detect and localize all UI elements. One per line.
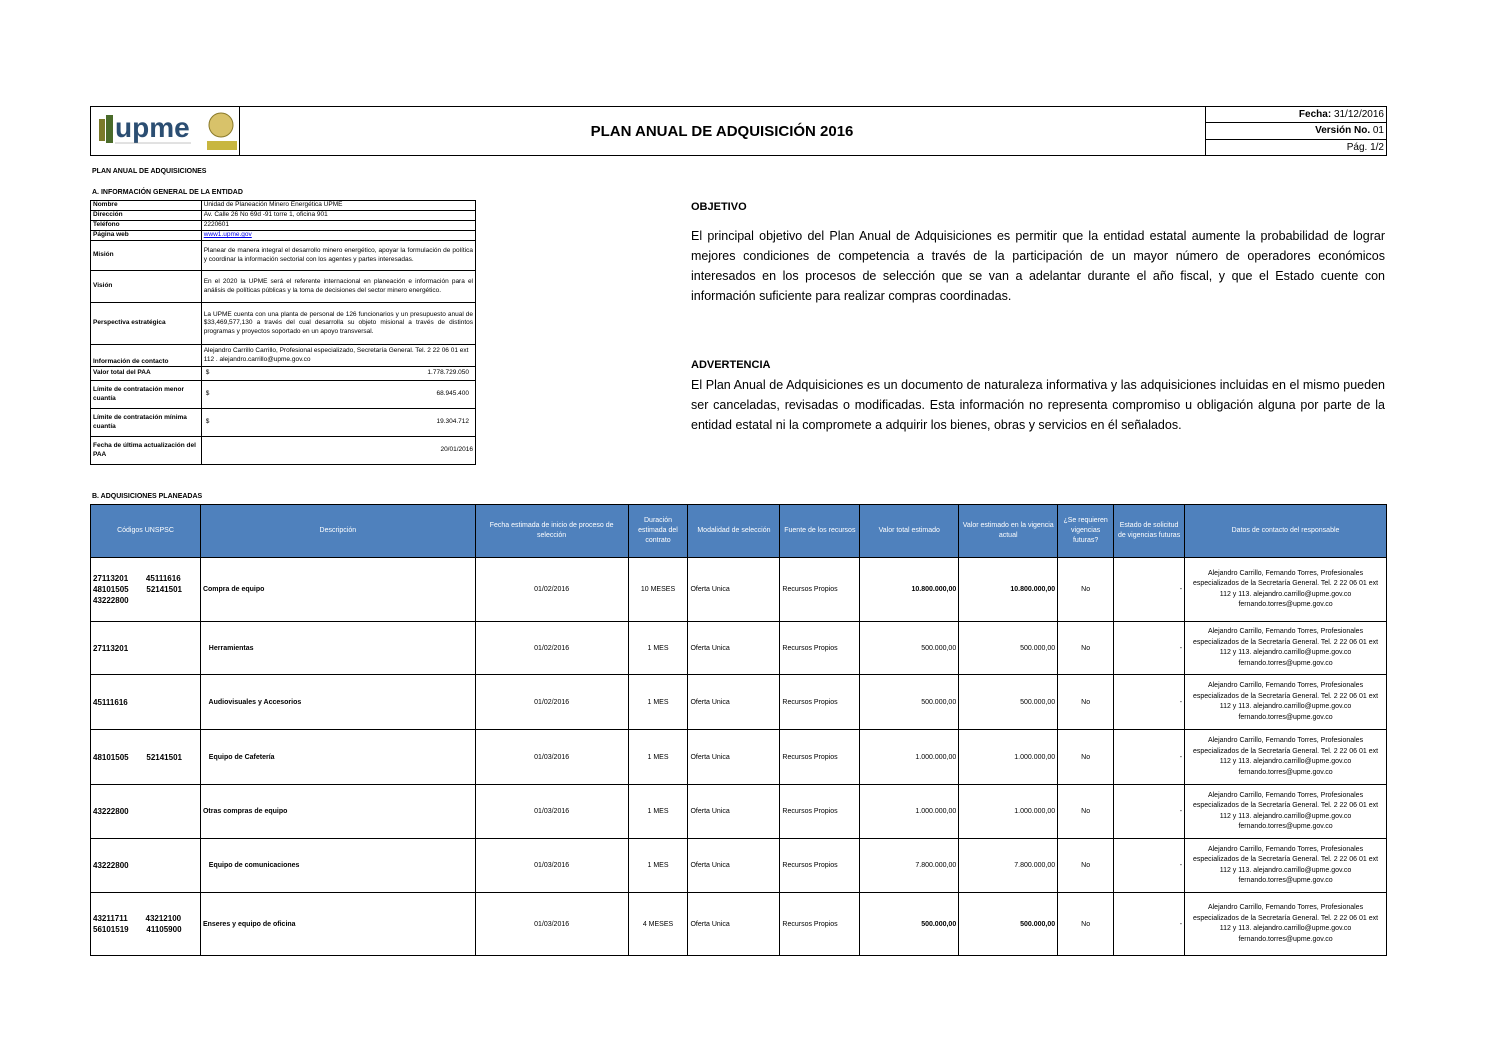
total-value: 1.000.000,00 bbox=[860, 785, 959, 839]
page-number: Pág. 1/2 bbox=[1346, 141, 1384, 153]
table-row bbox=[91, 558, 1387, 622]
description: Otras compras de equipo bbox=[200, 785, 475, 839]
contact-info: Alejandro Carrillo, Fernando Torres, Profesionales especializados de la Secretaría General. Tel. 2 22 06 01 ext 112 y 113. alejandro.carrillo@upme.gov.co fernando.torres@upme.gov.co bbox=[1185, 622, 1387, 675]
info-amount bbox=[201, 381, 475, 409]
selection-mode: Oferta Unica bbox=[688, 893, 780, 956]
amount-value: 19.304.712 bbox=[436, 418, 469, 426]
total-value: 1.000.000,00 bbox=[860, 730, 959, 785]
section-title: PLAN ANUAL DE ADQUISICIONES bbox=[92, 168, 207, 175]
info-row bbox=[91, 241, 476, 271]
duration: 4 MESES bbox=[628, 893, 688, 956]
start-date: 01/02/2016 bbox=[475, 558, 628, 622]
logo-area bbox=[91, 107, 240, 155]
duration: 1 MES bbox=[628, 785, 688, 839]
future-required: No bbox=[1058, 893, 1114, 956]
current-value: 10.800.000,00 bbox=[959, 558, 1058, 622]
selection-mode: Oferta Unica bbox=[688, 558, 780, 622]
current-value: 1.000.000,00 bbox=[959, 785, 1058, 839]
logo-text: upme bbox=[115, 112, 190, 143]
info-row bbox=[91, 409, 476, 437]
info-row bbox=[91, 271, 476, 303]
info-key: Visión bbox=[91, 271, 202, 303]
funding-source: Recursos Propios bbox=[780, 893, 860, 956]
amount-value: 68.945.400 bbox=[436, 390, 469, 398]
info-key: Límite de contratación mínima cuantía bbox=[91, 409, 202, 437]
future-required: No bbox=[1058, 622, 1114, 675]
advertencia-text: El Plan Anual de Adquisiciones es un documento de naturaleza informativa y las adquisiciones incluidas en el mismo pueden ser canceladas, revisadas o modificadas. Esta información no representa compromiso u obligación alguna por parte de la entidad estatal ni la compromete a adquirir los bienes, obras y servicios en él señalados. bbox=[691, 378, 1385, 432]
document-title: PLAN ANUAL DE ADQUISICIÓN 2016 bbox=[239, 107, 1206, 155]
info-row bbox=[91, 367, 476, 381]
future-status: - bbox=[1114, 622, 1185, 675]
document-header bbox=[90, 106, 1387, 156]
section-b-title: B. ADQUISICIONES PLANEADAS bbox=[92, 493, 203, 500]
currency-symbol: $ bbox=[205, 369, 210, 377]
document-meta bbox=[1205, 107, 1386, 155]
unspsc-codes: 48101505 52141501 bbox=[91, 730, 201, 785]
current-value: 500.000,00 bbox=[959, 675, 1058, 730]
future-required: No bbox=[1058, 558, 1114, 622]
fecha-label: Fecha: bbox=[1298, 109, 1332, 120]
start-date: 01/03/2016 bbox=[475, 730, 628, 785]
contact-info: Alejandro Carrillo, Fernando Torres, Profesionales especializados de la Secretaría General. Tel. 2 22 06 01 ext 112 y 113. alejandro.carrillo@upme.gov.co fernando.torres@upme.gov.co bbox=[1185, 558, 1387, 622]
info-key: Misión bbox=[91, 241, 202, 271]
future-required: No bbox=[1058, 730, 1114, 785]
table-row bbox=[91, 893, 1387, 956]
currency-symbol: $ bbox=[205, 418, 210, 426]
unspsc-codes: 27113201 45111616 48101505 52141501 43222800 bbox=[91, 558, 201, 622]
table-row bbox=[91, 839, 1387, 893]
info-key: Dirección bbox=[91, 211, 202, 221]
info-row bbox=[91, 437, 476, 465]
future-status: - bbox=[1114, 558, 1185, 622]
column-header: Duración estimada del contrato bbox=[628, 505, 688, 558]
info-value: 2220601 bbox=[201, 221, 475, 231]
duration: 1 MES bbox=[628, 730, 688, 785]
info-key: Fecha de última actualización del PAA bbox=[91, 437, 202, 465]
column-header: Valor total estimado bbox=[860, 505, 959, 558]
start-date: 01/03/2016 bbox=[475, 785, 628, 839]
unspsc-codes: 43222800 bbox=[91, 839, 201, 893]
total-value: 500.000,00 bbox=[860, 675, 959, 730]
current-value: 1.000.000,00 bbox=[959, 730, 1058, 785]
column-header: Descripción bbox=[200, 505, 475, 558]
contact-info: Alejandro Carrillo, Fernando Torres, Profesionales especializados de la Secretaría General. Tel. 2 22 06 01 ext 112 y 113. alejandro.carrillo@upme.gov.co fernando.torres@upme.gov.co bbox=[1185, 893, 1387, 956]
future-status: - bbox=[1114, 785, 1185, 839]
description: Equipo de Cafetería bbox=[200, 730, 475, 785]
total-value: 10.800.000,00 bbox=[860, 558, 959, 622]
version-value: 01 bbox=[1372, 125, 1384, 137]
start-date: 01/02/2016 bbox=[475, 622, 628, 675]
table-row bbox=[91, 785, 1387, 839]
column-header: Fecha estimada de inicio de proceso de selección bbox=[475, 505, 628, 558]
contact-info: Alejandro Carrillo, Fernando Torres, Profesionales especializados de la Secretaría General. Tel. 2 22 06 01 ext 112 y 113. alejandro.carrillo@upme.gov.co fernando.torres@upme.gov.co bbox=[1185, 730, 1387, 785]
contact-info: Alejandro Carrillo, Fernando Torres, Profesionales especializados de la Secretaría General. Tel. 2 22 06 01 ext 112 y 113. alejandro.carrillo@upme.gov.co fernando.torres@upme.gov.co bbox=[1185, 839, 1387, 893]
info-row bbox=[91, 303, 476, 345]
info-row bbox=[91, 211, 476, 221]
column-header: ¿Se requieren vigencias futuras? bbox=[1058, 505, 1114, 558]
total-value: 500.000,00 bbox=[860, 893, 959, 956]
info-value: Av. Calle 26 No 69d -91 torre 1, oficina 901 bbox=[201, 211, 475, 221]
unspsc-codes: 43211711 43212100 56101519 41105900 bbox=[91, 893, 201, 956]
info-row bbox=[91, 345, 476, 367]
column-header: Fuente de los recursos bbox=[780, 505, 860, 558]
current-value: 500.000,00 bbox=[959, 622, 1058, 675]
contact-info: Alejandro Carrillo, Fernando Torres, Profesionales especializados de la Secretaría General. Tel. 2 22 06 01 ext 112 y 113. alejandro.carrillo@upme.gov.co fernando.torres@upme.gov.co bbox=[1185, 785, 1387, 839]
future-status: - bbox=[1114, 839, 1185, 893]
future-required: No bbox=[1058, 785, 1114, 839]
column-header: Datos de contacto del responsable bbox=[1185, 505, 1387, 558]
current-value: 500.000,00 bbox=[959, 893, 1058, 956]
info-value: Planear de manera integral el desarrollo minero energético, apoyar la formulación de política y coordinar la información sectorial con los agentes y partes interesadas. bbox=[201, 241, 475, 271]
version-row bbox=[1205, 123, 1386, 139]
selection-mode: Oferta Unica bbox=[688, 622, 780, 675]
selection-mode: Oferta Unica bbox=[688, 785, 780, 839]
start-date: 01/03/2016 bbox=[475, 893, 628, 956]
table-row bbox=[91, 675, 1387, 730]
duration: 1 MES bbox=[628, 839, 688, 893]
funding-source: Recursos Propios bbox=[780, 785, 860, 839]
info-value: Unidad de Planeación Minero Energética UPME bbox=[201, 201, 475, 211]
info-value: 20/01/2016 bbox=[201, 437, 475, 465]
selection-mode: Oferta Unica bbox=[688, 839, 780, 893]
column-header: Valor estimado en la vigencia actual bbox=[959, 505, 1058, 558]
table-row bbox=[91, 730, 1387, 785]
duration: 1 MES bbox=[628, 622, 688, 675]
info-key: Información de contacto bbox=[91, 345, 202, 367]
duration: 1 MES bbox=[628, 675, 688, 730]
future-status: - bbox=[1114, 730, 1185, 785]
duration: 10 MESES bbox=[628, 558, 688, 622]
info-key: Nombre bbox=[91, 201, 202, 211]
info-amount bbox=[201, 367, 475, 381]
total-value: 500.000,00 bbox=[860, 622, 959, 675]
info-row bbox=[91, 221, 476, 231]
future-required: No bbox=[1058, 675, 1114, 730]
info-value: Alejandro Carrillo Carrillo, Profesional especializado, Secretaría General. Tel. 2 22 06 01 ext 112 . alejandro.carrillo@upme.gov.co bbox=[201, 345, 475, 367]
funding-source: Recursos Propios bbox=[780, 558, 860, 622]
fecha-row bbox=[1205, 107, 1386, 123]
website-link[interactable]: www1.upme.gov bbox=[201, 231, 475, 241]
description: Audiovisuales y Accesorios bbox=[200, 675, 475, 730]
unspsc-codes: 43222800 bbox=[91, 785, 201, 839]
current-value: 7.800.000,00 bbox=[959, 839, 1058, 893]
funding-source: Recursos Propios bbox=[780, 675, 860, 730]
unspsc-codes: 27113201 bbox=[91, 622, 201, 675]
info-row bbox=[91, 231, 476, 241]
objetivo-title: OBJETIVO bbox=[691, 201, 747, 213]
info-row bbox=[91, 201, 476, 211]
funding-source: Recursos Propios bbox=[780, 839, 860, 893]
info-key: Perspectiva estratégica bbox=[91, 303, 202, 345]
table-header-row bbox=[91, 505, 1387, 558]
selection-mode: Oferta Unica bbox=[688, 730, 780, 785]
unspsc-codes: 45111616 bbox=[91, 675, 201, 730]
description: Equipo de comunicaciones bbox=[200, 839, 475, 893]
future-required: No bbox=[1058, 839, 1114, 893]
start-date: 01/03/2016 bbox=[475, 839, 628, 893]
info-key: Valor total del PAA bbox=[91, 367, 202, 381]
objetivo-text: El principal objetivo del Plan Anual de Adquisiciones es permitir que la entidad estatal aumente la probabilidad de lograr mejores condiciones de competencia a través de la participación de un mayor número de operadores económicos interesados en los procesos de selección que se van a adelantar durante el año fiscal, y que el Estado cuente con información suficiente para realizar compras coordinadas. bbox=[691, 229, 1385, 303]
currency-symbol: $ bbox=[205, 390, 210, 398]
info-value: La UPME cuenta con una planta de personal de 126 funcionarios y un presupuesto anual de $33,469,577,130 a través del cual desarrolla su objeto misional a través de distintos programas y proyectos soportado en un apoyo transversal. bbox=[201, 303, 475, 345]
upme-logo bbox=[91, 107, 239, 155]
amount-value: 1.778.729.050 bbox=[427, 369, 469, 377]
entity-info-table bbox=[90, 200, 476, 465]
contact-info: Alejandro Carrillo, Fernando Torres, Profesionales especializados de la Secretaría General. Tel. 2 22 06 01 ext 112 y 113. alejandro.carrillo@upme.gov.co fernando.torres@upme.gov.co bbox=[1185, 675, 1387, 730]
fecha-value: 31/12/2016 bbox=[1333, 109, 1384, 120]
start-date: 01/02/2016 bbox=[475, 675, 628, 730]
description: Herramientas bbox=[200, 622, 475, 675]
funding-source: Recursos Propios bbox=[780, 730, 860, 785]
description: Compra de equipo bbox=[200, 558, 475, 622]
table-row bbox=[91, 622, 1387, 675]
column-header: Modalidad de selección bbox=[688, 505, 780, 558]
funding-source: Recursos Propios bbox=[780, 622, 860, 675]
future-status: - bbox=[1114, 893, 1185, 956]
advertencia-title: ADVERTENCIA bbox=[691, 359, 771, 371]
description: Enseres y equipo de oficina bbox=[200, 893, 475, 956]
total-value: 7.800.000,00 bbox=[860, 839, 959, 893]
info-key: Teléfono bbox=[91, 221, 202, 231]
info-amount bbox=[201, 409, 475, 437]
version-label: Versión No. bbox=[1315, 125, 1371, 137]
planned-acquisitions-table bbox=[90, 504, 1387, 956]
column-header: Códigos UNSPSC bbox=[91, 505, 201, 558]
info-value: En el 2020 la UPME será el referente internacional en planeación e información para el análisis de políticas públicas y la toma de decisiones del sector minero energético. bbox=[201, 271, 475, 303]
selection-mode: Oferta Unica bbox=[688, 675, 780, 730]
column-header: Estado de solicitud de vigencias futuras bbox=[1114, 505, 1185, 558]
info-row bbox=[91, 381, 476, 409]
future-status: - bbox=[1114, 675, 1185, 730]
info-key: Límite de contratación menor cuantía bbox=[91, 381, 202, 409]
info-key: Página web bbox=[91, 231, 202, 241]
section-a-title: A. INFORMACIÓN GENERAL DE LA ENTIDAD bbox=[92, 189, 243, 196]
